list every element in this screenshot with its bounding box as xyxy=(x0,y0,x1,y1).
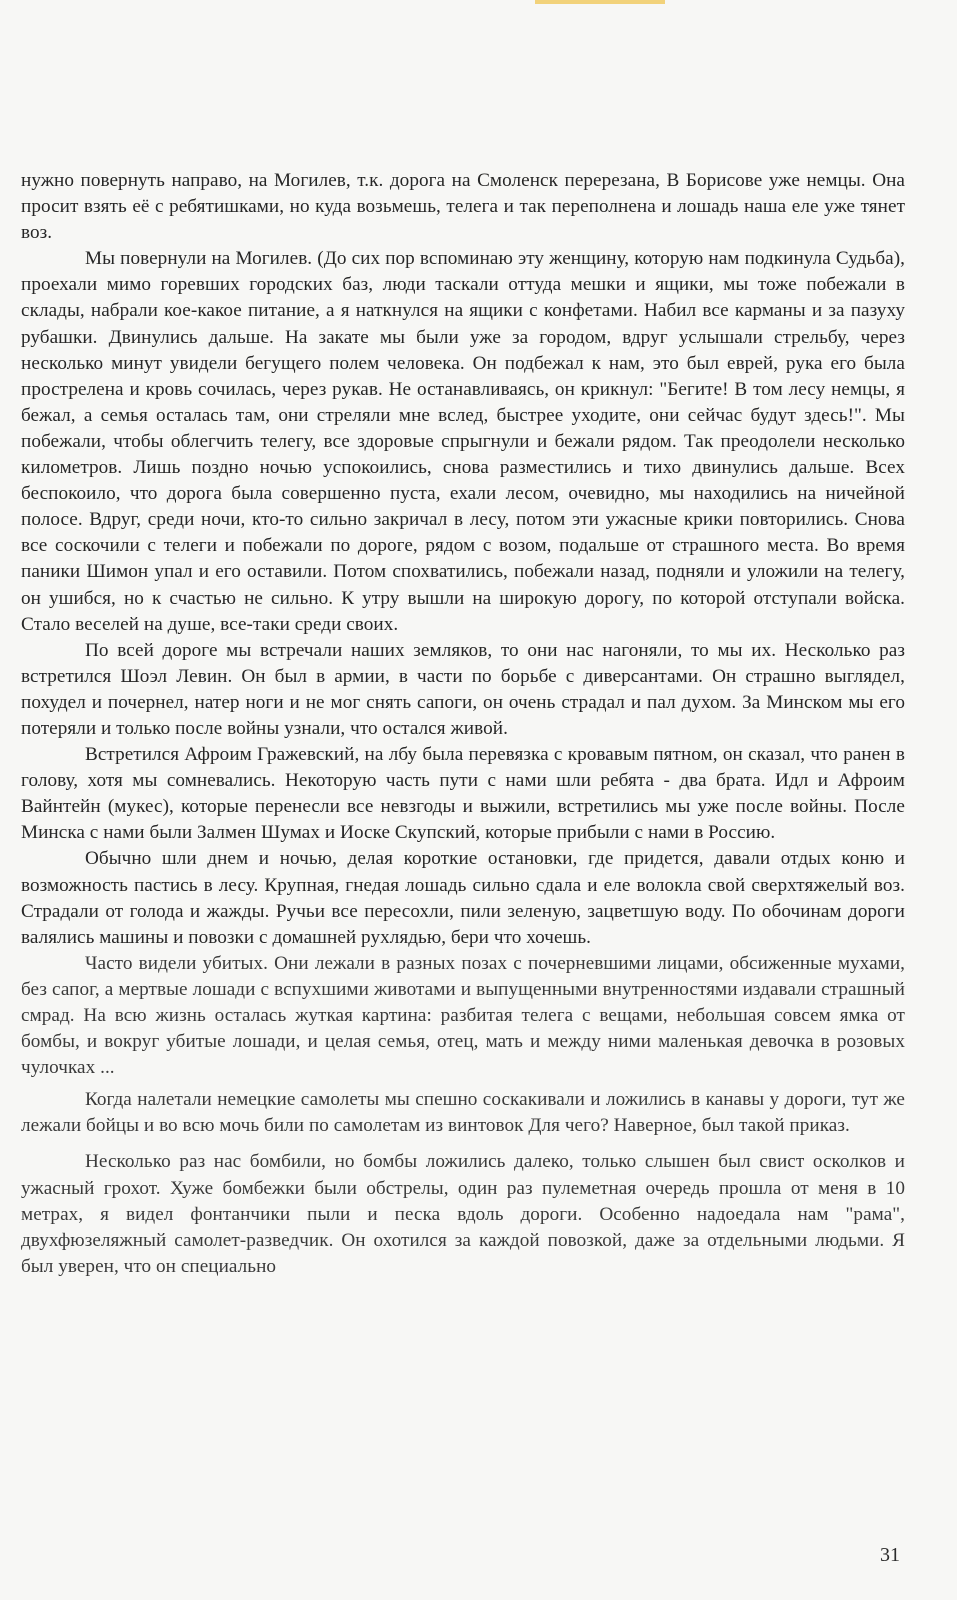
paragraph: Встретился Афроим Гражевский, на лбу была перевязка с кровавым пятном, он сказал, что ранен в голову, хотя мы сомневались. Некоторую часть пути с нами шли ребята - два брата. Идл и Афроим Вайнтейн (мукес), которые перенесли все невзгоды и выжили, встретились мы уже после войны. После Минска с нами были Залмен Шумах и Иоске Скупский, которые прибыли с нами в Россию. xyxy=(21,744,905,844)
scan-edge-mark xyxy=(535,0,665,4)
paragraph: нужно повернуть направо, на Могилев, т.к. дорога на Смоленск перерезана, В Борисове уже немцы. Она просит взять её с ребятишками, но куда возьмешь, телега и так переполнена и лошадь наша еле уже тянет воз. xyxy=(21,170,905,244)
page-number: 31 xyxy=(880,1544,900,1566)
paragraph: Когда налетали немецкие самолеты мы спешно соскакивали и ложились в канавы у дороги, тут же лежали бойцы и во всю мочь били по самолетам из винтовок Для чего? Наверное, был такой приказ. xyxy=(21,1089,905,1137)
paragraph: По всей дороге мы встречали наших земляков, то они нас нагоняли, то мы их. Несколько раз встретился Шоэл Левин. Он был в армии, в части по борьбе с диверсантами. Он страшно выглядел, похудел и почернел, натер ноги и не мог снять сапоги, он очень страдал и пал духом. За Минском мы его потеряли и только после войны узнали, что остался живой. xyxy=(21,639,905,739)
paragraph: Часто видели убитых. Они лежали в разных позах с почерневшими лицами, обсиженные мухами, без сапог, а мертвые лошади с вспухшими животами и выпущенными внутренностями издавали страшный смрад. На всю жизнь осталась жуткая картина: разбитая телега с вещами, небольшая совсем ямка от бомбы, и вокруг убитые лошади, и целая семья, отец, мать и между ними маленькая девочка в розовых чулочках ... xyxy=(21,952,905,1079)
paragraph: Мы повернули на Могилев. (До сих пор вспоминаю эту женщину, которую нам подкинула Судьба), проехали мимо горевших городских баз, люди таскали оттуда мешки и ящики, мы тоже побежали в склады, набрали кое-какое питание, а я наткнулся на ящики с конфетами. Набил все карманы и за пазуху рубашки. Двинулись дальше. На закате мы были уже за городом, вдруг услышали стрельбу, через несколько минут увидели бегущего полем человека. Он подбежал к нам, это был еврей, рука его была прострелена и кровь сочилась, через рукав. Не останавливаясь, он крикнул: "Бегите! В том лесу немцы, я бежал, а семья осталась там, они стреляли мне вслед, быстрее уходите, они сейчас будут здесь!". Мы побежали, чтобы облегчить телегу, все здоровые спрыгнули и бежали рядом. Так преодолели несколько километров. Лишь поздно ночью успокоились, снова разместились и тихо двинулись дальше. Всех беспокоило, что дорога была совершенно пуста, ехали лесом, очевидно, мы находились на ничейной полосе. Вдруг, среди ночи, кто-то сильно закричал в лесу, потом эти ужасные крики повторились. Снова все соскочили с телеги и побежали по дороге, рядом с возом, подальше от страшного места. Во время паники Шимон упал и его оставили. Потом спохватились, побежали назад, подняли и уложили на телегу, он ушибся, но к счастью не сильно. К утру вышли на широкую дорогу, по которой отступали войска. Стало веселей на душе, все-таки среди своих. xyxy=(21,248,905,635)
page-body xyxy=(21,168,905,1280)
paragraph: Обычно шли днем и ночью, делая короткие остановки, где придется, давали отдых коню и возможность пастись в лесу. Крупная, гнедая лошадь сильно сдала и еле волокла свой сверхтяжелый воз. Страдали от голода и жажды. Ручьи все пересохли, пили зеленую, зацветшую воду. По обочинам дороги валялись машины и повозки с домашней рухлядью, бери что хочешь. xyxy=(21,848,905,948)
paragraph: Несколько раз нас бомбили, но бомбы ложились далеко, только слышен был свист осколков и ужасный грохот. Хуже бомбежки были обстрелы, один раз пулеметная очередь прошла от меня в 10 метрах, я видел фонтанчики пыли и песка вдоль дороги. Особенно надоедала нам "рама", двухфюзеляжный самолет-разведчик. Он охотился за каждой повозкой, даже за отдельными людьми. Я был уверен, что он специально xyxy=(21,1151,905,1277)
